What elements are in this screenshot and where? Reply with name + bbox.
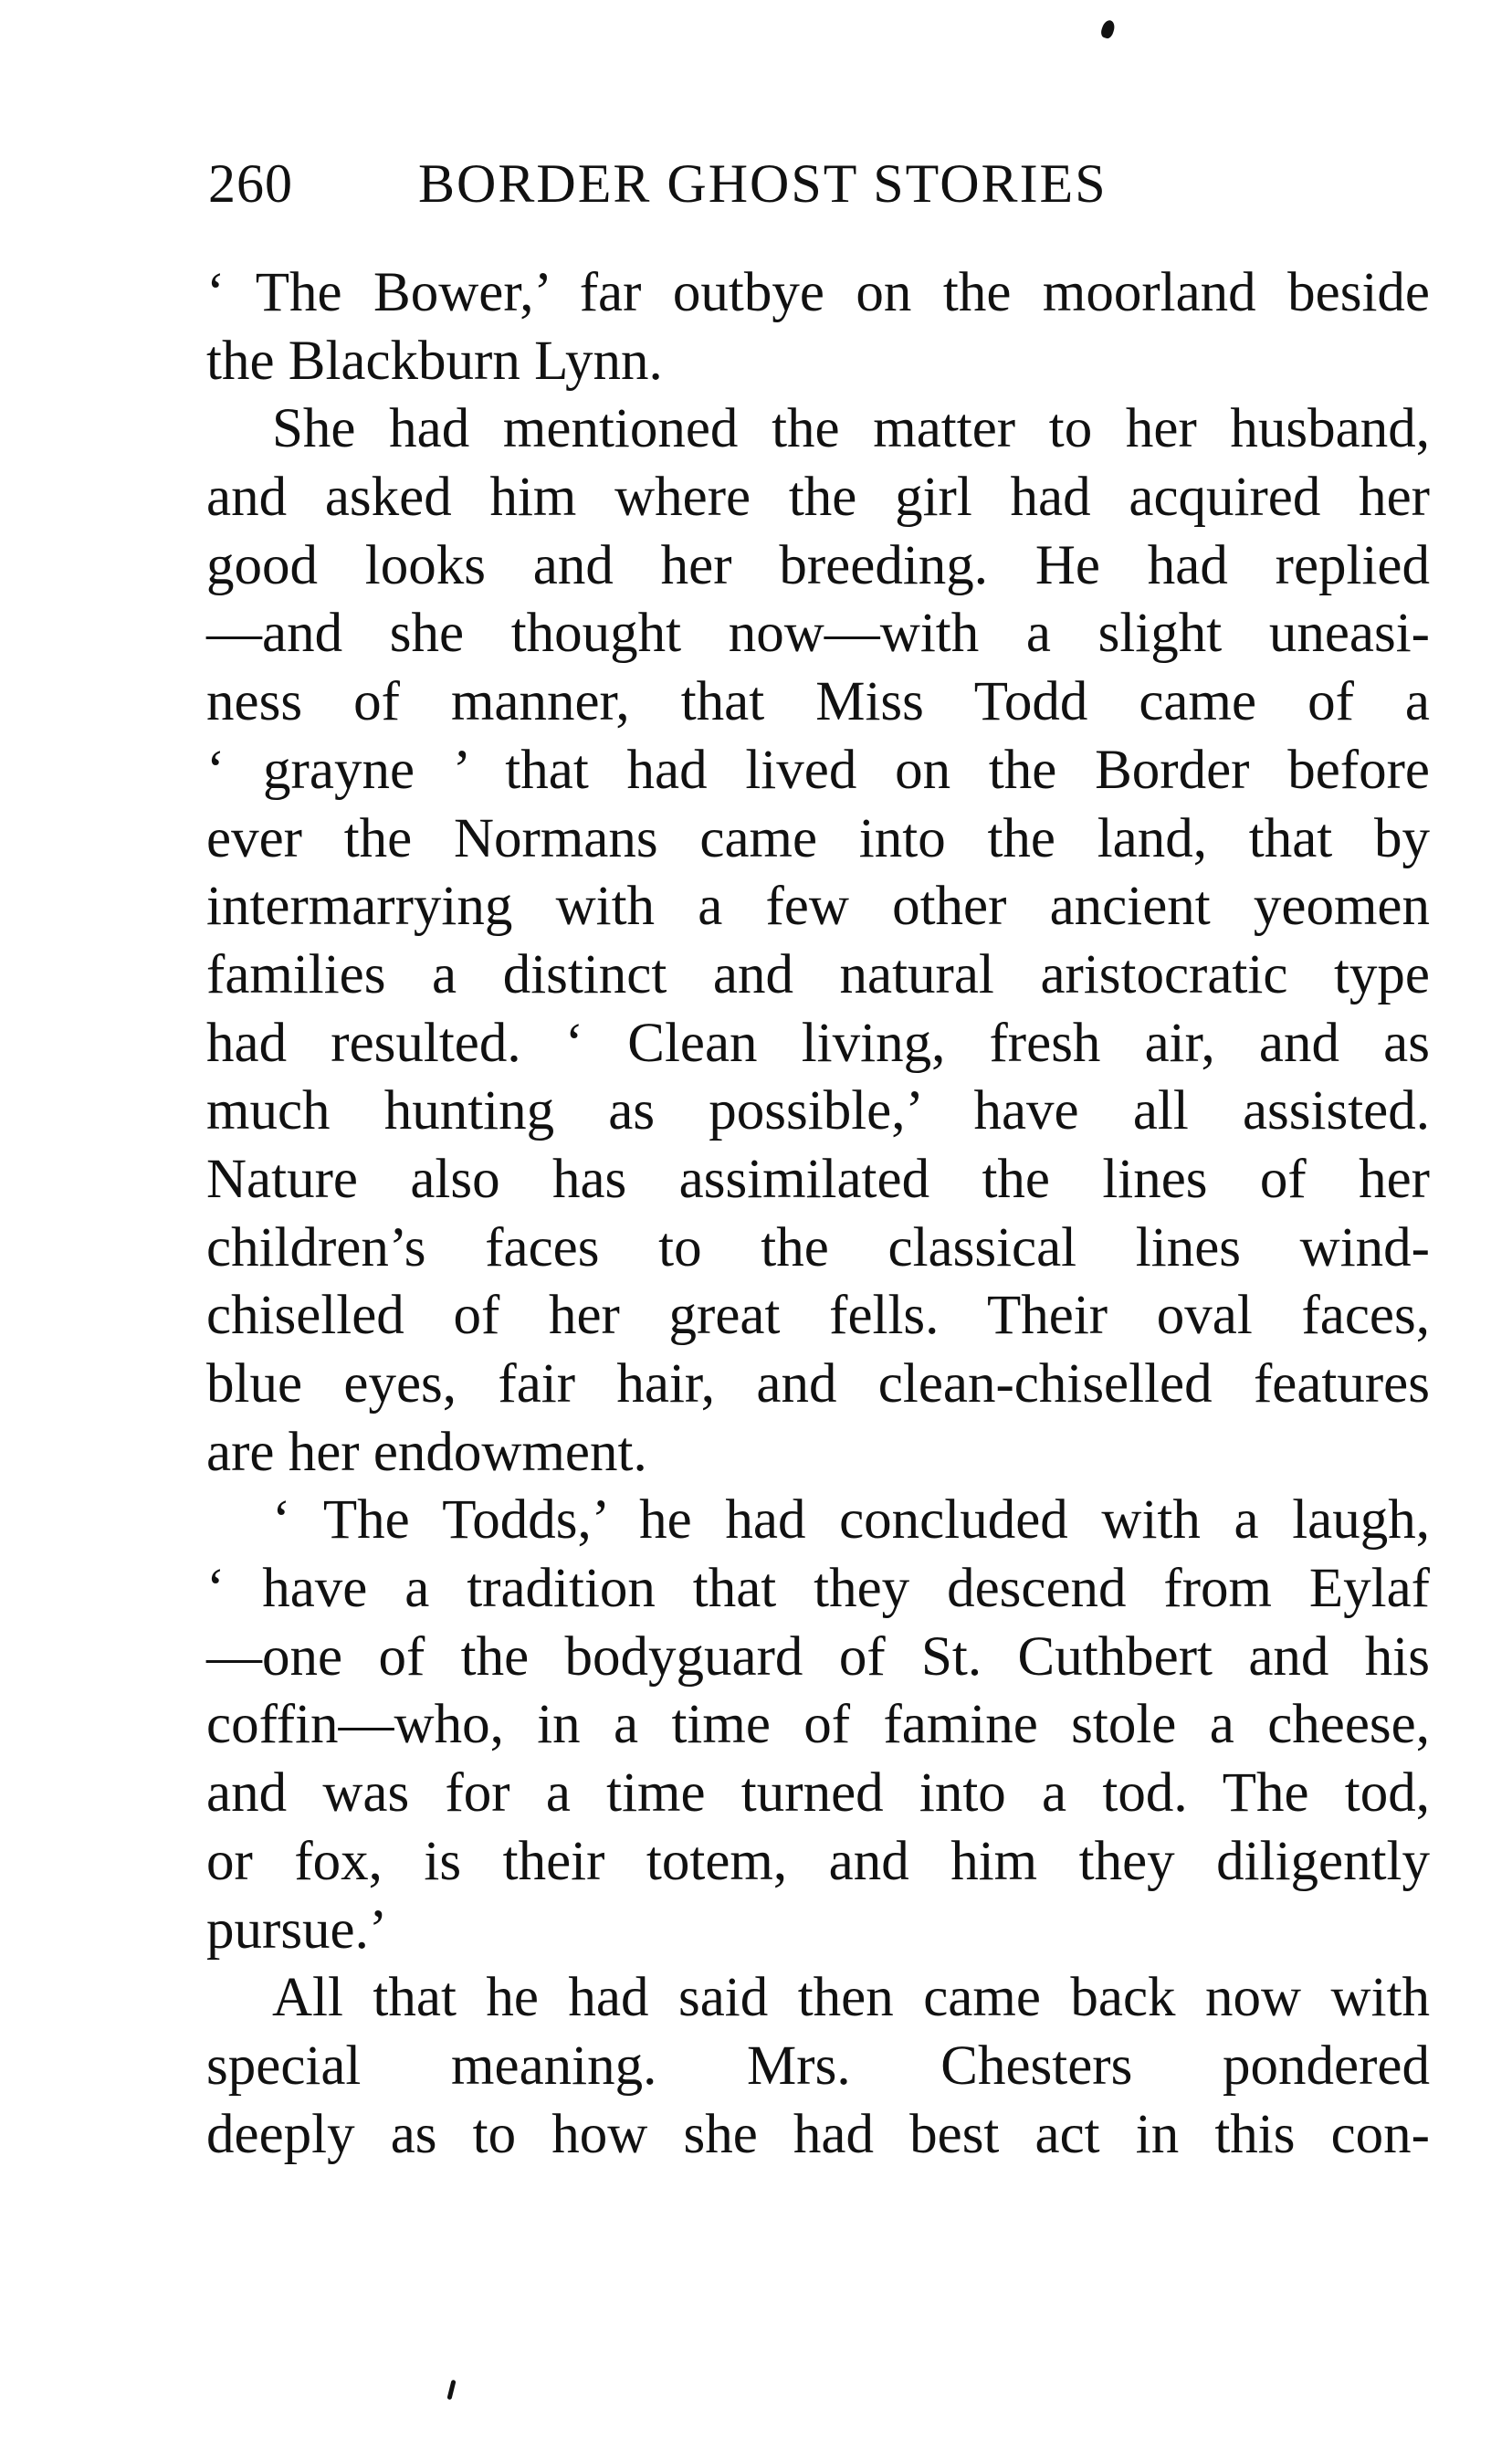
text-line: are her endowment.	[206, 1421, 647, 1483]
ink-speck-top	[1099, 18, 1117, 39]
text-line: or fox, is their totem, and him they diligently	[206, 1830, 1430, 1892]
text-line: ‘ grayne ’ that had lived on the Border before	[206, 739, 1430, 801]
page-number: 260	[208, 153, 293, 214]
text-line: pursue.’	[206, 1898, 388, 1961]
body-text	[206, 259, 1430, 2169]
paragraph-3	[206, 1487, 1430, 1964]
paragraph-4	[206, 1964, 1430, 2169]
text-line: deeply as to how she had best act in this con-	[206, 2103, 1430, 2165]
ink-speck-bottom	[446, 2380, 456, 2401]
text-line: ‘ The Todds,’ he had concluded with a laugh,	[272, 1489, 1430, 1551]
text-line: families a distinct and natural aristocratic type	[206, 943, 1430, 1005]
text-line: special meaning. Mrs. Chesters pondered	[206, 2035, 1430, 2097]
text-line: —one of the bodyguard of St. Cuthbert and his	[206, 1625, 1430, 1688]
running-title: BORDER GHOST STORIES	[418, 153, 1108, 214]
text-line: chiselled of her great fells. Their oval faces,	[206, 1285, 1430, 1347]
paragraph-2	[206, 395, 1430, 1487]
text-line: Nature also has assimilated the lines of her	[206, 1148, 1430, 1210]
text-line: —and she thought now—with a slight uneasi-	[206, 603, 1430, 665]
text-line: good looks and her breeding. He had replied	[206, 534, 1430, 596]
text-line: All that he had said then came back now with	[272, 1967, 1430, 2029]
text-line: the Blackburn Lynn.	[206, 330, 663, 392]
text-line: much hunting as possible,’ have all assisted.	[206, 1080, 1430, 1142]
text-line: coffin—who, in a time of famine stole a cheese,	[206, 1694, 1430, 1756]
text-line: and was for a time turned into a tod. The tod,	[206, 1762, 1430, 1825]
text-line: and asked him where the girl had acquired her	[206, 467, 1430, 529]
text-line: ever the Normans came into the land, that by	[206, 807, 1430, 869]
text-line: had resulted. ‘ Clean living, fresh air, and as	[206, 1012, 1430, 1074]
text-line: blue eyes, fair hair, and clean-chiselled features	[206, 1353, 1430, 1415]
paragraph-1	[206, 259, 1430, 395]
text-line: ‘ have a tradition that they descend from Eylaf	[206, 1558, 1430, 1620]
text-line: ness of manner, that Miss Todd came of a	[206, 671, 1430, 733]
running-head	[208, 152, 1249, 216]
text-line: children’s faces to the classical lines wind-	[206, 1216, 1430, 1278]
text-line: ‘ The Bower,’ far outbye on the moorland beside	[206, 262, 1430, 323]
text-line: She had mentioned the matter to her husband,	[272, 398, 1430, 460]
text-line: intermarrying with a few other ancient yeomen	[206, 876, 1430, 938]
